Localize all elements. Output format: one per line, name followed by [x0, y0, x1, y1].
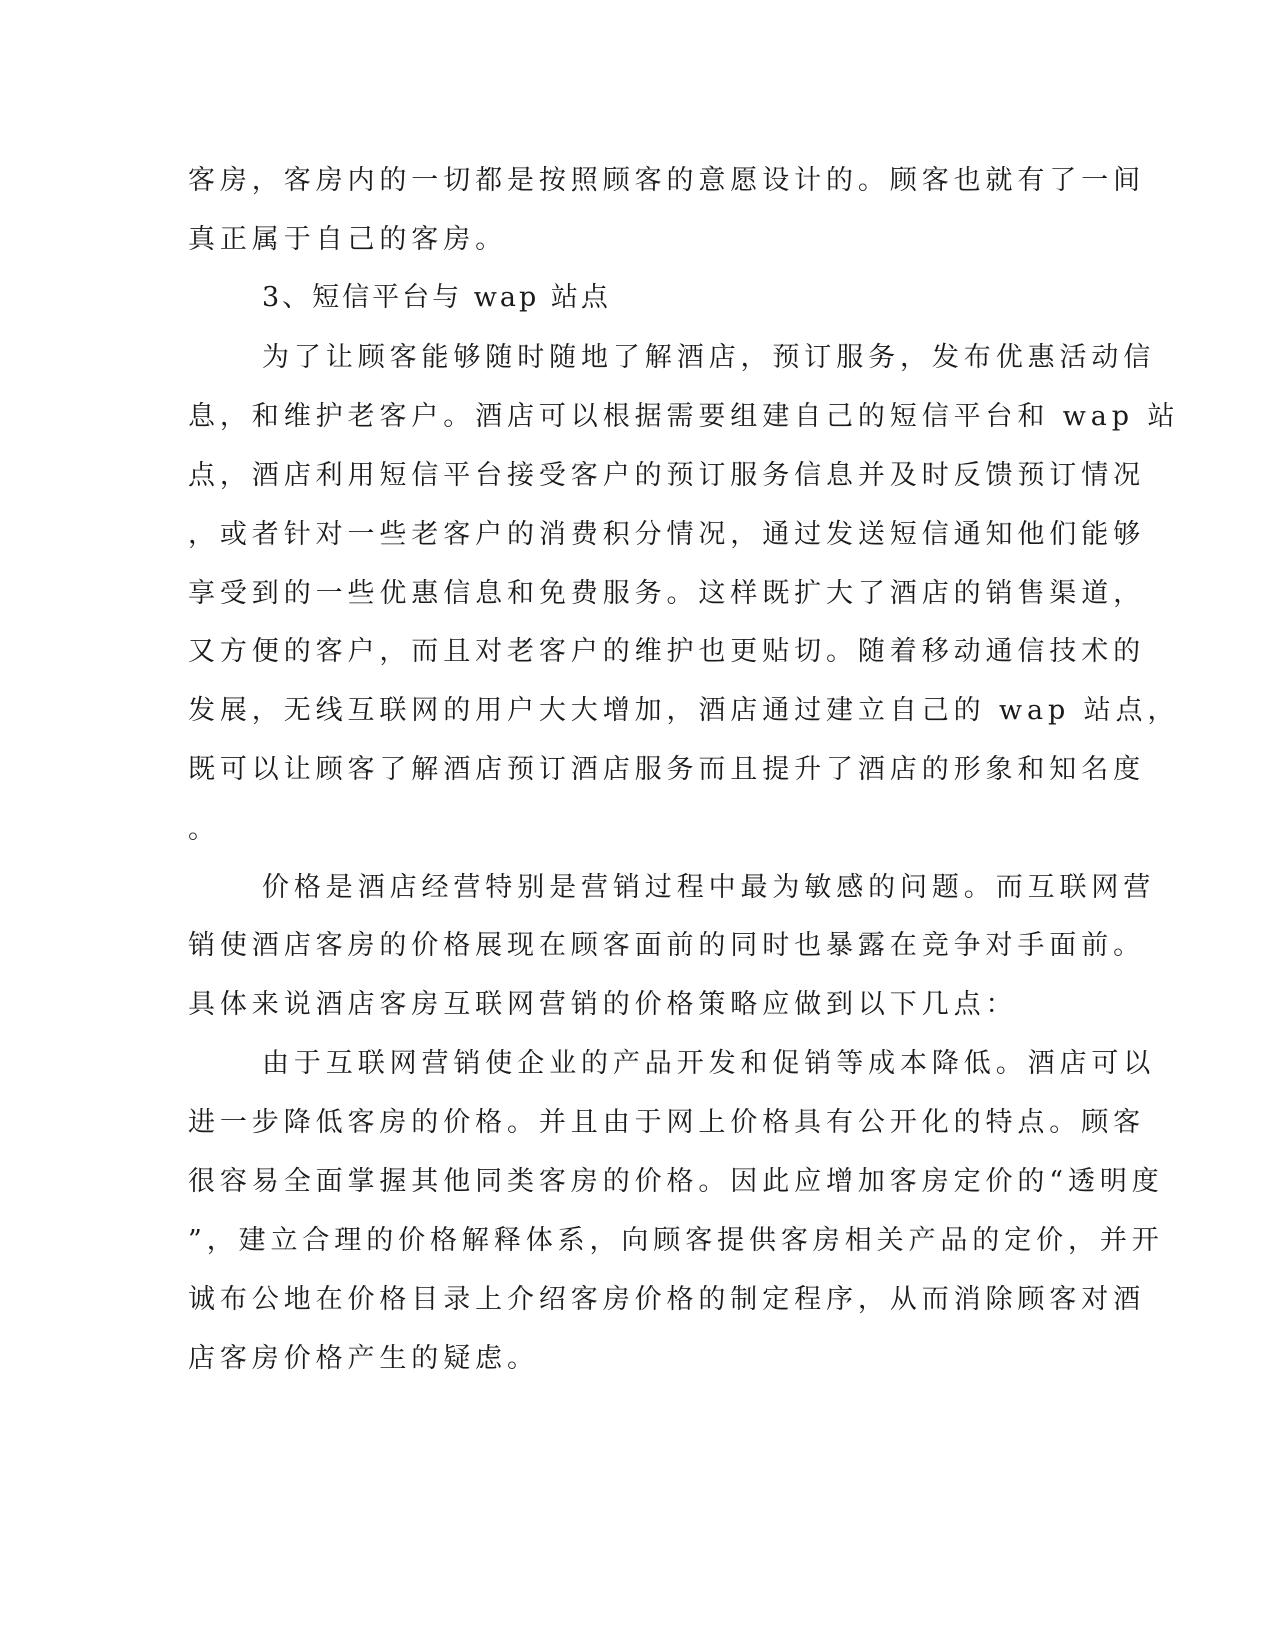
- text-line: 很容易全面掌握其他同类客房的价格。因此应增加客房定价的“透明度: [188, 1166, 1164, 1197]
- text-line: 店客房价格产生的疑虑。: [188, 1343, 539, 1374]
- text-line: 息，和维护老客户。酒店可以根据需要组建自己的短信平台和 wap 站: [188, 401, 1180, 432]
- text-line: 价格是酒店经营特别是营销过程中最为敏感的问题。而互联网营: [262, 872, 1156, 903]
- section-heading: 3、短信平台与 wap 站点: [262, 282, 611, 313]
- text-line: 真正属于自己的客房。: [188, 224, 507, 255]
- text-line: 。: [188, 814, 220, 845]
- text-line: 又方便的客户，而且对老客户的维护也更贴切。随着移动通信技术的: [188, 636, 1145, 667]
- text-line: 发展，无线互联网的用户大大增加，酒店通过建立自己的 wap 站点，: [188, 695, 1180, 726]
- text-line: 既可以让顾客了解酒店预订酒店服务而且提升了酒店的形象和知名度: [188, 754, 1145, 785]
- text-line: 享受到的一些优惠信息和免费服务。这样既扩大了酒店的销售渠道，: [188, 578, 1145, 609]
- text-line: 销使酒店客房的价格展现在顾客面前的同时也暴露在竞争对手面前。: [188, 930, 1145, 961]
- text-line: 为了让顾客能够随时随地了解酒店，预订服务，发布优惠活动信: [262, 342, 1156, 373]
- text-line: 诚布公地在价格目录上介绍客房价格的制定程序，从而消除顾客对酒: [188, 1284, 1145, 1315]
- text-line: 点，酒店利用短信平台接受客户的预订服务信息并及时反馈预订情况: [188, 460, 1145, 491]
- text-line: ”，建立合理的价格解释体系，向顾客提供客房相关产品的定价，并开: [188, 1225, 1164, 1256]
- text-line: 由于互联网营销使企业的产品开发和促销等成本降低。酒店可以: [262, 1048, 1156, 1079]
- text-line: 客房，客房内的一切都是按照顾客的意愿设计的。顾客也就有了一间: [188, 165, 1145, 196]
- text-line: 进一步降低客房的价格。并且由于网上价格具有公开化的特点。顾客: [188, 1107, 1145, 1138]
- text-line: 具体来说酒店客房互联网营销的价格策略应做到以下几点：: [188, 989, 1018, 1020]
- text-line: ，或者针对一些老客户的消费积分情况，通过发送短信通知他们能够: [188, 519, 1145, 550]
